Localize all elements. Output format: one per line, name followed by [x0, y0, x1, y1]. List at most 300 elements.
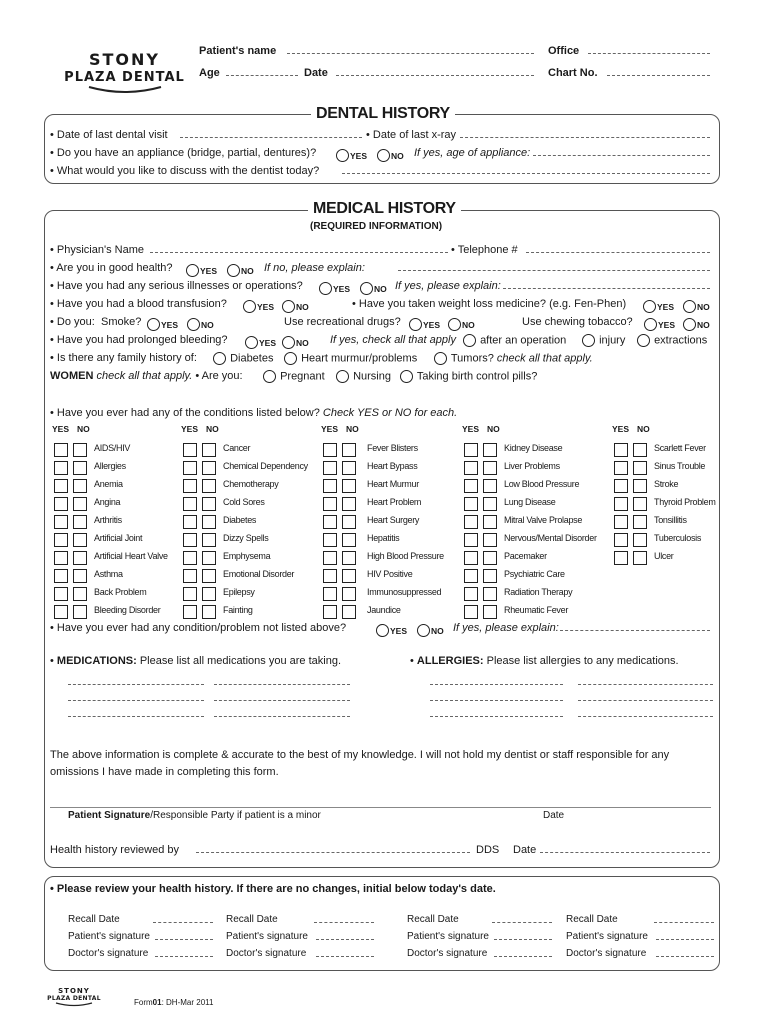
- condition-yes-checkbox[interactable]: [183, 569, 197, 583]
- condition-no-checkbox[interactable]: [73, 497, 87, 511]
- recreational-no[interactable]: [448, 316, 475, 334]
- medication-field[interactable]: [68, 684, 204, 685]
- condition-row: [464, 513, 583, 531]
- not-listed-if-label: If yes, please explain:: [453, 622, 559, 634]
- condition-label: Ulcer: [654, 551, 674, 561]
- condition-label: Heart Surgery: [367, 515, 420, 525]
- condition-yes-checkbox[interactable]: [54, 515, 68, 529]
- logo-line2: PLAZA DENTAL: [64, 70, 185, 85]
- condition-no-checkbox[interactable]: [73, 479, 87, 493]
- good-health-if-label: If no, please explain:: [264, 262, 365, 274]
- condition-yes-checkbox[interactable]: [614, 515, 628, 529]
- condition-label: Kidney Disease: [504, 443, 563, 453]
- condition-yes-checkbox[interactable]: [614, 461, 628, 475]
- women-label: WOMEN: [50, 370, 94, 382]
- condition-label: Chemotherapy: [223, 479, 279, 489]
- condition-no-checkbox[interactable]: [342, 443, 356, 457]
- chart-no-field[interactable]: [607, 75, 710, 76]
- condition-yes-checkbox[interactable]: [464, 443, 478, 457]
- condition-no-checkbox[interactable]: [483, 515, 497, 529]
- condition-row: [464, 567, 565, 585]
- condition-yes-checkbox[interactable]: [54, 533, 68, 547]
- condition-yes-checkbox[interactable]: [323, 587, 337, 601]
- yes-label: YES: [350, 150, 368, 161]
- weight-loss-yes-radio[interactable]: [643, 300, 656, 313]
- logo-line1: STONY: [88, 50, 160, 69]
- condition-row: [323, 441, 418, 459]
- bleeding-no[interactable]: [282, 334, 309, 352]
- signature-bold: Patient Signature: [68, 810, 151, 821]
- no-label: NO: [241, 265, 254, 276]
- condition-no-checkbox[interactable]: [342, 515, 356, 529]
- conditions-question-label: • Have you ever had any of the conditions listed below?: [50, 407, 320, 419]
- chart-no-label: Chart No.: [548, 67, 598, 79]
- smoke-no-radio[interactable]: [187, 318, 200, 331]
- review-title: • Please review your health history. If there are no changes, initial below today's date.: [50, 883, 496, 895]
- yes-no-header: [52, 424, 90, 434]
- signature-rest: /Responsible Party if patient is a minor: [150, 810, 321, 821]
- condition-no-checkbox[interactable]: [633, 497, 647, 511]
- patient-signature-field[interactable]: [656, 939, 714, 940]
- footer-logo: [44, 987, 104, 1008]
- good-health-label: • Are you in good health?: [50, 262, 173, 274]
- tobacco-yes-radio[interactable]: [644, 318, 657, 331]
- no-label: NO: [697, 301, 710, 312]
- no-label: NO: [296, 337, 309, 348]
- pills-option[interactable]: [400, 370, 537, 383]
- condition-no-checkbox[interactable]: [342, 461, 356, 475]
- age-field[interactable]: [226, 75, 298, 76]
- extractions-option[interactable]: [637, 334, 707, 347]
- condition-yes-checkbox[interactable]: [464, 515, 478, 529]
- doctor-signature-field[interactable]: [155, 956, 213, 957]
- condition-no-checkbox[interactable]: [483, 587, 497, 601]
- allergy-field[interactable]: [430, 684, 563, 685]
- condition-no-checkbox[interactable]: [342, 587, 356, 601]
- condition-no-checkbox[interactable]: [633, 551, 647, 565]
- transfusion-no-radio[interactable]: [282, 300, 295, 313]
- heart-option[interactable]: [284, 352, 417, 365]
- tobacco-yes[interactable]: [644, 316, 675, 334]
- yes-header: YES: [321, 424, 339, 434]
- allergies-heading: • ALLERGIES: Please list allergies to any medications.: [410, 655, 679, 667]
- condition-yes-checkbox[interactable]: [54, 587, 68, 601]
- yes-no-header: [462, 424, 500, 434]
- smoke-no[interactable]: [187, 316, 214, 334]
- recreational-no-radio[interactable]: [448, 318, 461, 331]
- physician-field[interactable]: [150, 252, 448, 253]
- condition-yes-checkbox[interactable]: [54, 551, 68, 565]
- weight-loss-yes[interactable]: [643, 298, 674, 316]
- condition-row: [464, 585, 573, 603]
- after-op-option[interactable]: [463, 334, 566, 347]
- condition-no-checkbox[interactable]: [483, 605, 497, 619]
- condition-no-checkbox[interactable]: [483, 533, 497, 547]
- women-row: [50, 370, 243, 382]
- doctor-signature-field[interactable]: [494, 956, 552, 957]
- condition-row: [614, 513, 687, 531]
- yes-label: YES: [657, 301, 675, 312]
- appliance-age-field[interactable]: [533, 155, 710, 156]
- transfusion-yes-radio[interactable]: [243, 300, 256, 313]
- condition-no-checkbox[interactable]: [633, 515, 647, 529]
- condition-label: Allergies: [94, 461, 126, 471]
- doctor-signature-label: Doctor's signature: [407, 948, 488, 959]
- condition-label: Arthritis: [94, 515, 122, 525]
- condition-label: Liver Problems: [504, 461, 560, 471]
- recall-date-field[interactable]: [492, 922, 552, 923]
- signature-line[interactable]: [50, 807, 711, 808]
- condition-row: [54, 531, 143, 549]
- date-field[interactable]: [336, 75, 534, 76]
- condition-yes-checkbox[interactable]: [183, 587, 197, 601]
- not-listed-explain-field[interactable]: [560, 630, 710, 631]
- last-xray-field[interactable]: [460, 137, 710, 138]
- condition-yes-checkbox[interactable]: [323, 461, 337, 475]
- condition-yes-checkbox[interactable]: [614, 443, 628, 457]
- reviewed-field[interactable]: [196, 852, 470, 853]
- condition-label: Hepatitis: [367, 533, 400, 543]
- condition-yes-checkbox[interactable]: [54, 443, 68, 457]
- yes-label: YES: [259, 337, 277, 348]
- condition-no-checkbox[interactable]: [202, 605, 216, 619]
- patient-name-field[interactable]: [287, 53, 534, 54]
- condition-yes-checkbox[interactable]: [183, 497, 197, 511]
- bleeding-yes[interactable]: [245, 334, 276, 352]
- appliance-yes-radio[interactable]: [336, 149, 349, 162]
- patient-signature-label: Patient's signature: [68, 931, 150, 942]
- office-label: Office: [548, 45, 580, 57]
- condition-yes-checkbox[interactable]: [54, 479, 68, 493]
- condition-no-checkbox[interactable]: [73, 551, 87, 565]
- condition-yes-checkbox[interactable]: [323, 605, 337, 619]
- telephone-field[interactable]: [526, 252, 710, 253]
- no-label: NO: [374, 283, 387, 294]
- condition-no-checkbox[interactable]: [73, 569, 87, 583]
- condition-row: [54, 549, 168, 567]
- condition-yes-checkbox[interactable]: [464, 605, 478, 619]
- after-op-radio[interactable]: [463, 334, 476, 347]
- no-label: NO: [391, 150, 404, 161]
- bleeding-yes-radio[interactable]: [245, 336, 258, 349]
- recreational-yes[interactable]: [409, 316, 440, 334]
- good-health-no-radio[interactable]: [227, 264, 240, 277]
- transfusion-no[interactable]: [282, 298, 309, 316]
- good-health-yes[interactable]: [186, 262, 217, 280]
- smoke-yes[interactable]: [147, 316, 178, 334]
- patient-signature-field[interactable]: [494, 939, 552, 940]
- medication-field[interactable]: [68, 716, 204, 717]
- pills-radio[interactable]: [400, 370, 413, 383]
- medication-field[interactable]: [214, 716, 350, 717]
- condition-label: Tonsillitis: [654, 515, 687, 525]
- condition-no-checkbox[interactable]: [342, 497, 356, 511]
- medical-subtitle: (REQUIRED INFORMATION): [310, 221, 443, 232]
- condition-label: Anemia: [94, 479, 123, 489]
- weight-loss-no-radio[interactable]: [683, 300, 696, 313]
- condition-row: [54, 495, 121, 513]
- condition-no-checkbox[interactable]: [633, 461, 647, 475]
- yes-label: YES: [333, 283, 351, 294]
- condition-row: [614, 459, 706, 477]
- not-listed-label: • Have you ever had any condition/problem not listed above?: [50, 622, 347, 634]
- allergy-field[interactable]: [578, 716, 713, 717]
- condition-no-checkbox[interactable]: [342, 569, 356, 583]
- condition-no-checkbox[interactable]: [342, 551, 356, 565]
- tobacco-no[interactable]: [683, 316, 710, 334]
- yes-header: YES: [612, 424, 630, 434]
- patient-signature-label: Patient's signature: [226, 931, 308, 942]
- nursing-label: Nursing: [353, 370, 391, 383]
- condition-no-checkbox[interactable]: [73, 443, 87, 457]
- not-listed-yes[interactable]: [376, 622, 407, 640]
- condition-row: [464, 603, 569, 621]
- condition-no-checkbox[interactable]: [342, 479, 356, 493]
- pills-label: Taking birth control pills?: [416, 370, 538, 383]
- condition-no-checkbox[interactable]: [73, 461, 87, 475]
- doctor-signature-field[interactable]: [316, 956, 374, 957]
- condition-no-checkbox[interactable]: [483, 479, 497, 493]
- allergy-field[interactable]: [430, 716, 563, 717]
- condition-no-checkbox[interactable]: [202, 443, 216, 457]
- appliance-no-radio[interactable]: [377, 149, 390, 162]
- nursing-radio[interactable]: [336, 370, 349, 383]
- condition-row: [54, 603, 161, 621]
- condition-yes-checkbox[interactable]: [464, 479, 478, 493]
- condition-label: Radiation Therapy: [504, 587, 573, 597]
- condition-no-checkbox[interactable]: [73, 533, 87, 547]
- condition-yes-checkbox[interactable]: [323, 515, 337, 529]
- condition-no-checkbox[interactable]: [202, 533, 216, 547]
- condition-label: Immunosuppressed: [367, 587, 442, 597]
- diabetes-option[interactable]: [213, 352, 273, 365]
- medication-field[interactable]: [68, 700, 204, 701]
- dental-history-title: DENTAL HISTORY: [311, 105, 455, 123]
- condition-label: Cancer: [223, 443, 251, 453]
- condition-yes-checkbox[interactable]: [54, 569, 68, 583]
- condition-yes-checkbox[interactable]: [614, 497, 628, 511]
- condition-yes-checkbox[interactable]: [54, 461, 68, 475]
- illness-yes[interactable]: [319, 280, 350, 298]
- tumors-option[interactable]: [434, 352, 593, 365]
- recall-date-field[interactable]: [654, 922, 714, 923]
- condition-label: Fainting: [223, 605, 253, 615]
- nursing-option[interactable]: [336, 370, 391, 383]
- last-visit-label: • Date of last dental visit: [50, 129, 168, 141]
- condition-no-checkbox[interactable]: [73, 605, 87, 619]
- condition-yes-checkbox[interactable]: [323, 479, 337, 493]
- not-listed-no-radio[interactable]: [417, 624, 430, 637]
- condition-no-checkbox[interactable]: [483, 569, 497, 583]
- condition-yes-checkbox[interactable]: [464, 587, 478, 601]
- condition-row: [323, 585, 442, 603]
- condition-row: [54, 513, 122, 531]
- no-header: NO: [346, 424, 359, 434]
- condition-yes-checkbox[interactable]: [183, 515, 197, 529]
- illness-label: • Have you had any serious illnesses or operations?: [50, 280, 303, 292]
- good-health-yes-radio[interactable]: [186, 264, 199, 277]
- discuss-label: • What would you like to discuss with the dentist today?: [50, 165, 320, 177]
- heart-radio[interactable]: [284, 352, 297, 365]
- doctor-signature-label: Doctor's signature: [226, 948, 307, 959]
- condition-yes-checkbox[interactable]: [54, 497, 68, 511]
- patient-signature-field[interactable]: [316, 939, 374, 940]
- doctor-signature-field[interactable]: [656, 956, 714, 957]
- appliance-no[interactable]: [377, 147, 404, 165]
- injury-option[interactable]: [582, 334, 625, 347]
- footer-logo-line1: STONY: [58, 987, 90, 995]
- condition-no-checkbox[interactable]: [202, 461, 216, 475]
- appliance-label: • Do you have an appliance (bridge, partial, dentures)?: [50, 147, 317, 159]
- pregnant-radio[interactable]: [263, 370, 276, 383]
- age-label: Age: [199, 67, 220, 79]
- reviewed-date-field[interactable]: [540, 852, 710, 853]
- condition-no-checkbox[interactable]: [483, 461, 497, 475]
- condition-yes-checkbox[interactable]: [614, 551, 628, 565]
- recall-date-field[interactable]: [314, 922, 374, 923]
- condition-no-checkbox[interactable]: [342, 605, 356, 619]
- condition-label: Mitral Valve Prolapse: [504, 515, 583, 525]
- tumors-radio[interactable]: [434, 352, 447, 365]
- condition-label: Tuberculosis: [654, 533, 702, 543]
- condition-no-checkbox[interactable]: [342, 533, 356, 547]
- condition-label: Jaundice: [367, 605, 401, 615]
- condition-row: [614, 441, 706, 459]
- check-all-label: check all that apply.: [496, 352, 593, 365]
- condition-yes-checkbox[interactable]: [323, 497, 337, 511]
- condition-row: [323, 603, 401, 621]
- condition-no-checkbox[interactable]: [633, 533, 647, 547]
- condition-row: [464, 531, 597, 549]
- allergy-field[interactable]: [578, 684, 713, 685]
- office-field[interactable]: [588, 53, 710, 54]
- patient-signature-label: Patient's signature: [566, 931, 648, 942]
- appliance-yes[interactable]: [336, 147, 367, 165]
- condition-row: [323, 477, 419, 495]
- condition-row: [183, 567, 295, 585]
- patient-signature-field[interactable]: [155, 939, 213, 940]
- condition-no-checkbox[interactable]: [202, 551, 216, 565]
- extractions-radio[interactable]: [637, 334, 650, 347]
- condition-no-checkbox[interactable]: [73, 587, 87, 601]
- condition-no-checkbox[interactable]: [202, 515, 216, 529]
- last-visit-field[interactable]: [180, 137, 362, 138]
- condition-yes-checkbox[interactable]: [614, 533, 628, 547]
- medications-text: Please list all medications you are taking.: [139, 655, 342, 667]
- women-check-label: check all that apply.: [96, 370, 193, 382]
- pregnant-option[interactable]: [263, 370, 325, 383]
- allergy-field[interactable]: [430, 700, 563, 701]
- condition-yes-checkbox[interactable]: [323, 533, 337, 547]
- condition-no-checkbox[interactable]: [73, 515, 87, 529]
- good-health-explain-field[interactable]: [398, 270, 710, 271]
- condition-no-checkbox[interactable]: [202, 479, 216, 493]
- patient-signature-label: Patient's signature: [407, 931, 489, 942]
- condition-no-checkbox[interactable]: [202, 569, 216, 583]
- illness-explain-field[interactable]: [503, 288, 710, 289]
- good-health-no[interactable]: [227, 262, 254, 280]
- logo-swoosh: [85, 85, 165, 95]
- recreational-label: Use recreational drugs?: [284, 316, 401, 328]
- recall-date-field[interactable]: [153, 922, 213, 923]
- pregnant-label: Pregnant: [280, 370, 325, 383]
- not-listed-no[interactable]: [417, 622, 444, 640]
- bleeding-no-radio[interactable]: [282, 336, 295, 349]
- condition-no-checkbox[interactable]: [483, 551, 497, 565]
- condition-row: [614, 549, 674, 567]
- condition-yes-checkbox[interactable]: [464, 533, 478, 547]
- not-listed-yes-radio[interactable]: [376, 624, 389, 637]
- condition-no-checkbox[interactable]: [633, 479, 647, 493]
- injury-radio[interactable]: [582, 334, 595, 347]
- condition-yes-checkbox[interactable]: [183, 443, 197, 457]
- no-header: NO: [206, 424, 219, 434]
- condition-label: Psychiatric Care: [504, 569, 565, 579]
- condition-label: AIDS/HIV: [94, 443, 131, 453]
- condition-label: Angina: [94, 497, 121, 507]
- conditions-check-label: Check YES or NO for each.: [322, 407, 458, 419]
- smoke-yes-radio[interactable]: [147, 318, 160, 331]
- condition-no-checkbox[interactable]: [483, 497, 497, 511]
- family-label: • Is there any family history of:: [50, 352, 197, 364]
- condition-no-checkbox[interactable]: [483, 443, 497, 457]
- condition-yes-checkbox[interactable]: [464, 551, 478, 565]
- after-op-label: after an operation: [480, 334, 567, 347]
- condition-yes-checkbox[interactable]: [183, 551, 197, 565]
- recreational-yes-radio[interactable]: [409, 318, 422, 331]
- allergy-field[interactable]: [578, 700, 713, 701]
- illness-no[interactable]: [360, 280, 387, 298]
- condition-yes-checkbox[interactable]: [183, 533, 197, 547]
- illness-if-label: If yes, please explain:: [395, 280, 501, 292]
- condition-no-checkbox[interactable]: [202, 587, 216, 601]
- condition-yes-checkbox[interactable]: [183, 461, 197, 475]
- condition-yes-checkbox[interactable]: [323, 569, 337, 583]
- signature-caption: [68, 810, 321, 821]
- condition-yes-checkbox[interactable]: [183, 479, 197, 493]
- tobacco-no-radio[interactable]: [683, 318, 696, 331]
- no-label: NO: [296, 301, 309, 312]
- condition-row: [183, 513, 257, 531]
- condition-yes-checkbox[interactable]: [54, 605, 68, 619]
- patient-name-label: Patient's name: [199, 45, 277, 57]
- condition-yes-checkbox[interactable]: [183, 605, 197, 619]
- condition-yes-checkbox[interactable]: [464, 461, 478, 475]
- condition-yes-checkbox[interactable]: [464, 497, 478, 511]
- condition-row: [614, 477, 679, 495]
- diabetes-radio[interactable]: [213, 352, 226, 365]
- transfusion-yes[interactable]: [243, 298, 274, 316]
- reviewed-label: Health history reviewed by: [50, 844, 180, 856]
- discuss-field[interactable]: [342, 173, 710, 174]
- medication-field[interactable]: [214, 700, 350, 701]
- condition-yes-checkbox[interactable]: [323, 443, 337, 457]
- extractions-label: extractions: [654, 334, 708, 347]
- condition-label: Cold Sores: [223, 497, 265, 507]
- condition-no-checkbox[interactable]: [202, 497, 216, 511]
- illness-no-radio[interactable]: [360, 282, 373, 295]
- condition-no-checkbox[interactable]: [633, 443, 647, 457]
- weight-loss-no[interactable]: [683, 298, 710, 316]
- medication-field[interactable]: [214, 684, 350, 685]
- condition-yes-checkbox[interactable]: [614, 479, 628, 493]
- transfusion-label: • Have you had a blood transfusion?: [50, 298, 227, 310]
- condition-yes-checkbox[interactable]: [323, 551, 337, 565]
- condition-yes-checkbox[interactable]: [464, 569, 478, 583]
- illness-yes-radio[interactable]: [319, 282, 332, 295]
- condition-row: [464, 477, 580, 495]
- yes-label: YES: [390, 625, 408, 636]
